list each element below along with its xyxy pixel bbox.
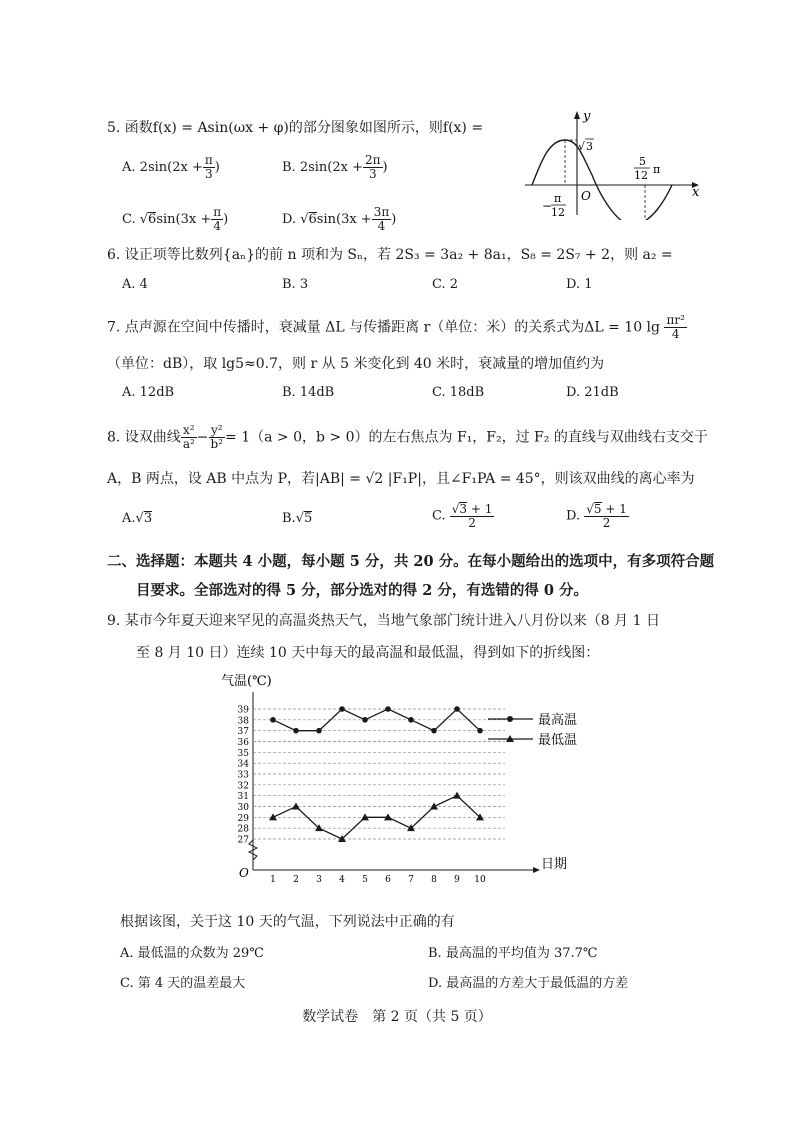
data-point-high <box>362 717 368 723</box>
chart-origin: O <box>239 866 249 880</box>
q9-line2: 至 8 月 10 日）连续 10 天中每天的最高温和最低温，得到如下的折线图： <box>136 645 600 661</box>
q5-option-d: D. √6sin(3x + $\frac{3\pi}{4}$ ) <box>282 205 397 233</box>
q8-option-a: A.√3 <box>122 511 153 526</box>
data-point-low <box>453 792 461 799</box>
y-tick-label: 31 <box>237 792 249 803</box>
x-tick-label: 9 <box>454 875 460 885</box>
x-label: x <box>692 185 700 200</box>
y-axis-arrow <box>574 111 580 119</box>
q9-option-d: D. 最高温的方差大于最低温的方差 <box>428 976 629 991</box>
q6-option-d: D. 1 <box>566 277 593 292</box>
left-den: 12 <box>551 206 565 219</box>
data-point-high <box>477 728 483 734</box>
y-label: y <box>583 110 591 124</box>
legend-low-label: 最低温 <box>538 733 578 748</box>
max-label: 3 <box>586 140 593 153</box>
q5-option-a: A. 2sin(2x + $\frac{\pi}{3}$ ) <box>122 153 220 181</box>
data-point-high <box>339 706 345 712</box>
q8-option-d: D. $\frac{√5 + 1}{2}$ <box>566 502 627 530</box>
q9-line1: 9. 某市今年夏天迎来罕见的高温炎热天气，当地气象部门统计进入八月份以来（8 月 1 日 <box>107 613 660 629</box>
q9-option-b: B. 最高温的平均值为 37.7℃ <box>428 946 598 961</box>
section2-line1: 二、选择题：本题共 4 小题，每小题 5 分，共 20 分。在每小题给出的选项中，有多项符合题 <box>107 553 715 570</box>
q6-option-b: B. 3 <box>282 277 309 292</box>
page-footer: 数学试卷 第 2 页（共 5 页） <box>302 1009 492 1025</box>
data-point-low <box>269 813 277 820</box>
x-tick-labels <box>270 875 486 885</box>
right-num: 5 <box>639 155 646 168</box>
section2-line2: 目要求。全部选对的得 5 分，部分选对的得 2 分，有选错的得 0 分。 <box>136 582 589 599</box>
y-tick-label: 29 <box>237 813 249 824</box>
y-axis-label: 气温(℃) <box>221 674 272 689</box>
y-tick-labels <box>238 706 250 846</box>
q8-line2: A，B 两点，设 AB 中点为 P，若|AB| = √2 |F₁P|，且∠F₁PA = 45°，则该双曲线的离心率为 <box>107 471 695 487</box>
legend-high-marker <box>507 716 513 722</box>
x-tick-label: 1 <box>270 875 276 885</box>
y-tick-label: 27 <box>237 835 249 846</box>
y-tick-label: 30 <box>237 803 249 813</box>
q8-option-c: C. $\frac{√3 + 1}{2}$ <box>432 502 493 530</box>
data-point-high <box>270 717 276 723</box>
root-sign: √ <box>578 140 586 153</box>
data-point-high <box>408 717 414 723</box>
q7-option-d: D. 21dB <box>566 385 619 400</box>
y-tick-label: 34 <box>237 759 249 770</box>
y-tick-label: 38 <box>237 716 249 727</box>
x-tick-label: 4 <box>339 875 345 885</box>
q5-option-c: C. √6sin(3x + $\frac{\pi}{4}$ ) <box>122 205 229 233</box>
q7-option-c: C. 18dB <box>432 385 485 400</box>
q6-option-c: C. 2 <box>432 277 459 292</box>
q6-option-a: A. 4 <box>122 277 148 292</box>
y-tick-label: 32 <box>237 781 249 792</box>
data-point-high <box>293 728 299 734</box>
x-axis-label: 日期 <box>541 857 568 872</box>
q5-option-b: B. 2sin(2x + $\frac{2\pi}{3}$ ) <box>282 153 388 181</box>
q5-stem: 5. 函数f(x) = Asin(ωx + φ)的部分图象如图所示，则f(x) = <box>107 120 484 136</box>
right-suffix: π <box>653 163 661 176</box>
q7-stem: 7. 点声源在空间中传播时，衰减量 ΔL 与传播距离 r（单位：米）的关系式为ΔL = 10 lg $\frac{\text{πr²}}{4}$ <box>107 313 685 341</box>
y-tick-label: 33 <box>237 770 249 781</box>
left-sign: − <box>542 199 553 213</box>
x-tick-label: 7 <box>408 875 414 885</box>
data-point-high <box>431 728 437 734</box>
y-tick-label: 28 <box>237 824 249 835</box>
chart-x-arrow <box>533 867 540 873</box>
series <box>269 706 484 842</box>
legend-high-label: 最高温 <box>538 713 578 728</box>
q7-option-a: A. 12dB <box>122 385 175 400</box>
q9-option-c: C. 第 4 天的温差最大 <box>120 976 246 991</box>
y-tick-label: 39 <box>237 705 249 716</box>
x-tick-label: 5 <box>362 875 368 885</box>
origin-label: O <box>581 189 591 203</box>
q7-line2: （单位：dB），取 lg5≈0.7，则 r 从 5 米变化到 40 米时，衰减量的增加值约为 <box>107 356 605 372</box>
q9-option-a: A. 最低温的众数为 29℃ <box>120 946 264 961</box>
x-tick-label: 8 <box>431 875 437 885</box>
data-point-high <box>385 706 391 712</box>
y-tick-label: 36 <box>237 738 249 748</box>
x-tick-label: 6 <box>385 875 391 885</box>
data-point-low <box>292 803 300 810</box>
left-num: π <box>554 192 562 205</box>
y-tick-label: 35 <box>237 748 249 759</box>
right-den: 12 <box>634 169 648 182</box>
data-point-low <box>430 803 438 810</box>
temperature-chart <box>205 670 595 885</box>
y-tick-label: 37 <box>237 727 249 738</box>
x-tick-label: 10 <box>474 875 486 885</box>
sine-graph <box>520 110 700 220</box>
q7-option-b: B. 14dB <box>282 385 335 400</box>
x-tick-label: 2 <box>293 875 299 885</box>
q6-stem: 6. 设正项等比数列{aₙ}的前 n 项和为 Sₙ，若 2S₃ = 3a₂ + 8a₁，S₈ = 2S₇ + 2，则 a₂ = <box>107 247 673 263</box>
q8-stem: 8. 设双曲线 $\frac{\text{x²}}{\text{a²}}$ − $\frac{\text{y²}}{\text{b²}}$ = 1（a > 0，b > 0）的左右焦点为 F₁，F₂，过 F₂ 的直线与双曲线右支交于 <box>107 423 708 451</box>
q8-option-b: B.√5 <box>282 511 313 526</box>
data-point-high <box>316 728 322 734</box>
x-tick-label: 3 <box>316 875 322 885</box>
q9-question: 根据该图，关于这 10 天的气温，下列说法中正确的有 <box>120 914 455 930</box>
data-point-high <box>454 706 460 712</box>
